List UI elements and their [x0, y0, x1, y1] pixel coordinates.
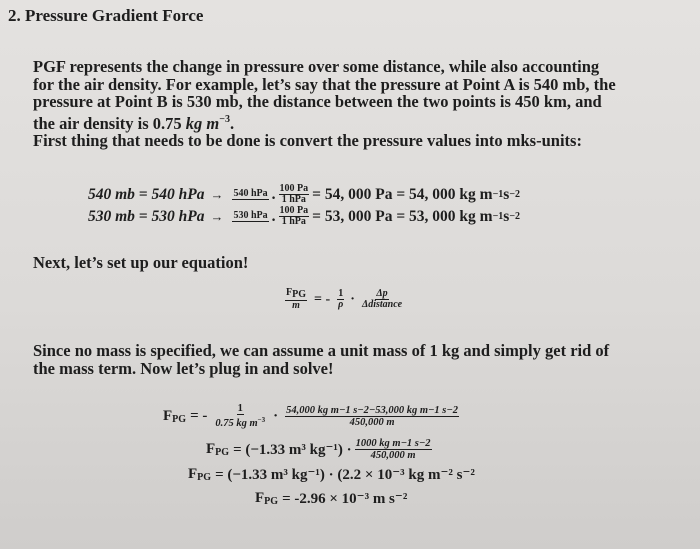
force-letter: F — [163, 407, 173, 424]
step-2-text: = (−1.33 m³ kg⁻¹) · — [233, 442, 352, 458]
mass-text-line-1: Since no mass is specified, we can assume a unit mass of 1 kg and simply get rid of — [33, 341, 610, 360]
conversion-row-b — [88, 206, 520, 227]
conversion-fraction-2 — [279, 206, 310, 227]
force-symbol — [255, 490, 278, 507]
intro-line-3: pressure at Point B is 530 mb, the distance between the two points is 450 km, and — [33, 92, 602, 112]
exponent: −2 — [509, 211, 521, 222]
conversion-fraction-1 — [232, 211, 268, 222]
seconds-unit: s — [503, 185, 510, 203]
force-symbol: F — [286, 287, 293, 298]
force-letter: F — [206, 441, 216, 457]
step-1-equation — [163, 403, 462, 429]
fraction-denominator: 1 hPa — [281, 216, 306, 227]
equals-minus: = - — [314, 291, 331, 307]
fraction-denominator: m — [292, 300, 300, 311]
inverse-density-fraction — [214, 403, 266, 429]
force-subscript: PG — [172, 413, 187, 425]
force-per-mass-fraction — [285, 288, 307, 311]
fraction-numerator: 100 Pa — [279, 205, 309, 216]
force-letter: F — [188, 466, 198, 482]
fraction-numerator: 1000 kg m−1 s−2 — [355, 438, 431, 449]
fraction-denominator: 450,000 m — [349, 416, 395, 428]
step-3-text: = (−1.33 m³ kg⁻¹) · (2.2 × 10⁻³ kg m⁻² s⁻² — [215, 467, 475, 483]
intro-line-4 — [33, 111, 673, 133]
multiply-dot: . — [271, 185, 276, 203]
force-subscript: PG — [197, 472, 212, 483]
force-symbol — [163, 408, 186, 425]
conversion-lhs: 540 mb = 540 hPa — [88, 185, 205, 203]
intro-line-1: PGF represents the change in pressure over some distance, while also accounting — [33, 57, 600, 76]
fraction-denominator: 1 hPa — [281, 194, 306, 205]
force-subscript: PG — [264, 496, 279, 507]
section-heading — [8, 6, 203, 26]
setup-text: Next, let’s set up our equation! — [33, 253, 249, 272]
density-period: . — [229, 113, 235, 133]
intro-line-5: First thing that needs to be done is convert the pressure values into mks-units: — [33, 131, 582, 151]
equals-minus: = - — [190, 407, 208, 424]
fraction-numerator: 540 hPa — [233, 188, 268, 199]
conversion-fraction-2 — [279, 184, 310, 205]
right-arrow-icon: → — [210, 208, 224, 224]
right-arrow-icon: → — [210, 186, 224, 202]
fraction-denominator: Δdistance — [361, 299, 403, 310]
density-text: the air density is 0.75 — [33, 113, 186, 133]
force-symbol — [188, 466, 211, 483]
force-symbol — [206, 441, 229, 458]
multiply-dot: · — [273, 407, 279, 424]
multiply-dot: · — [350, 291, 355, 307]
conversion-row-a — [88, 184, 520, 205]
step-4-text: = -2.96 × 10⁻³ m s⁻² — [282, 491, 408, 507]
fraction-numerator: Δp — [376, 288, 388, 299]
exponent: −1 — [492, 211, 504, 222]
fraction-numerator: 54,000 kg m−1 s−2−53,000 kg m−1 s−2 — [286, 404, 458, 416]
exponent: −2 — [509, 189, 521, 200]
fraction-numerator: 1 — [338, 288, 344, 299]
conversion-rhs: = 53, 000 Pa = 53, 000 kg m — [312, 207, 493, 225]
force-letter: F — [255, 490, 265, 506]
exponent: −3 — [257, 416, 266, 424]
density-unit: kg m — [185, 113, 220, 133]
step-4-equation — [255, 489, 407, 508]
fraction-denominator: ρ — [338, 299, 344, 310]
denominator-text: 0.75 kg m — [215, 418, 258, 429]
conversion-fraction-1 — [232, 189, 268, 200]
gradient-fraction — [361, 289, 403, 310]
fraction-numerator: 1 — [237, 403, 243, 414]
density-exponent: −3 — [219, 113, 230, 125]
intro-paragraph — [33, 58, 673, 150]
conversion-rhs: = 54, 000 Pa = 54, 000 kg m — [312, 185, 493, 203]
conversion-lhs: 530 mb = 530 hPa — [88, 207, 205, 225]
inverse-density-fraction — [337, 289, 344, 310]
fraction-numerator: 530 hPa — [233, 210, 268, 221]
exponent: −1 — [492, 189, 504, 200]
gradient-value-fraction — [355, 438, 432, 461]
general-equation — [282, 288, 406, 311]
multiply-dot: . — [271, 207, 276, 225]
fraction-numerator: 100 Pa — [279, 183, 309, 194]
step-3-equation — [188, 465, 475, 484]
force-subscript: PG — [215, 447, 230, 458]
section-title: Pressure Gradient Force — [25, 6, 204, 25]
fraction-denominator: 450,000 m — [370, 450, 416, 461]
section-number: 2. — [8, 6, 21, 25]
pressure-difference-fraction — [285, 405, 459, 428]
force-subscript: PG — [292, 289, 306, 300]
intro-line-2: for the air density. For example, let’s say that the pressure at Point A is 540 mb, the — [33, 74, 616, 94]
seconds-unit: s — [503, 207, 510, 225]
fraction-denominator — [214, 415, 266, 429]
step-2-equation — [206, 438, 435, 461]
mass-text-line-2: the mass term. Now let’s plug in and solve! — [33, 359, 334, 378]
